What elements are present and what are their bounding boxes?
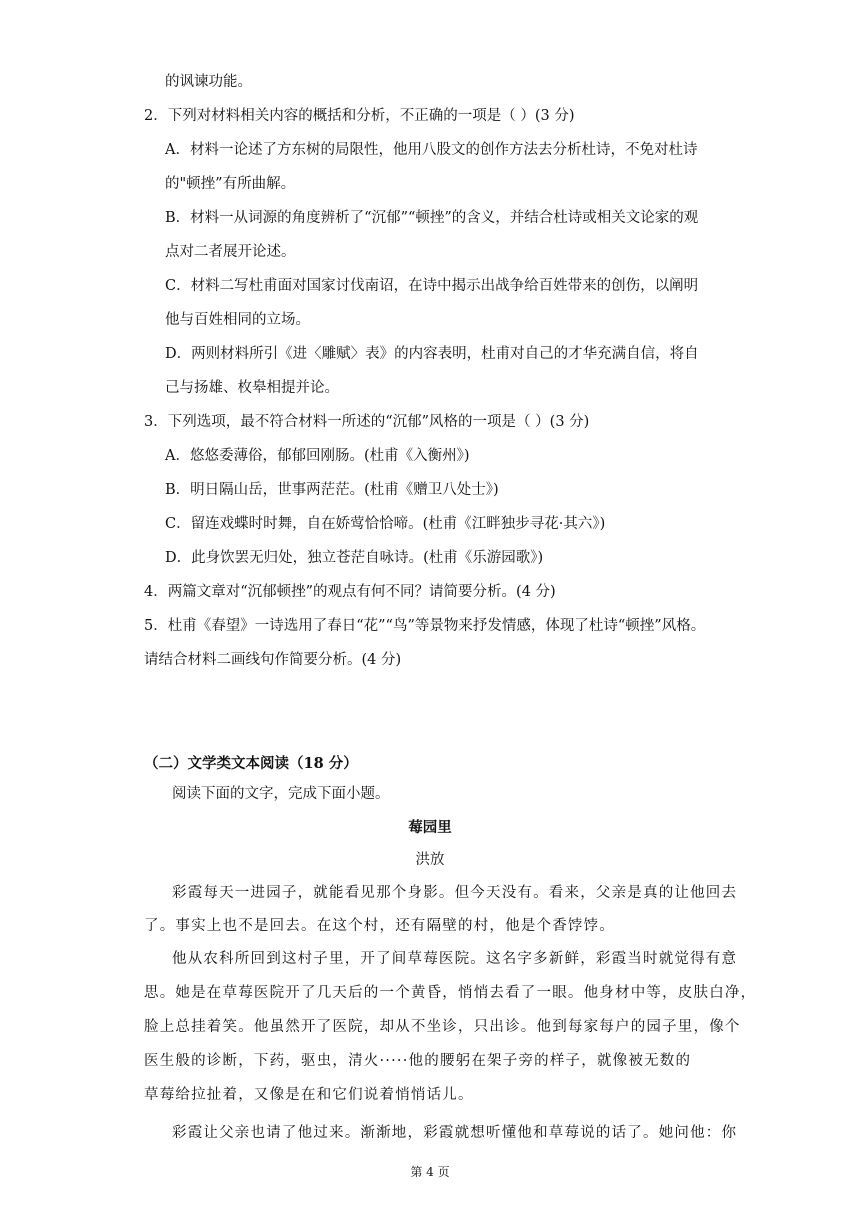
text-line: 的讽谏功能。 [165, 74, 252, 90]
page-number: 第 4 页 [410, 1165, 450, 1179]
option-2a-line1: A．材料一论述了方东树的局限性，他用八股文的创作方法去分析杜诗，不免对杜诗 [165, 142, 698, 158]
paragraph-2-line1: 他从农科所回到这村子里，开了间草莓医院。这名字多新鲜，彩霞当时就觉得有意 [172, 951, 738, 967]
option-2c-line2: 他与百姓相同的立场。 [165, 312, 310, 328]
question-5-line2: 请结合材料二画线句作简要分析。(4 分) [144, 652, 402, 668]
question-3: 3．下列选项，最不符合材料一所述的“沉郁”风格的一项是（ ）(3 分) [144, 414, 590, 430]
question-4: 4．两篇文章对“沉郁顿挫”的观点有何不同？请简要分析。(4 分) [144, 584, 556, 600]
question-2: 2．下列对材料相关内容的概括和分析，不正确的一项是（ ）(3 分) [144, 108, 575, 124]
paragraph-1-line1: 彩霞每天一进园子，就能看见那个身影。但今天没有。看来，父亲是真的让他回去 [172, 885, 738, 901]
story-title: 莓园里 [408, 819, 452, 836]
option-3c: C．留连戏蝶时时舞，自在娇莺恰恰啼。(杜甫《江畔独步寻花·其六》) [165, 516, 606, 532]
option-2a-line2: 的"顿挫”有所曲解。 [165, 176, 296, 192]
paragraph-2-line2: 思。她是在草莓医院开了几天后的一个黄昏，悄悄去看了一眼。他身材中等，皮肤白净， [144, 985, 757, 1001]
option-3a: A．悠悠委薄俗，郁郁回刚肠。(杜甫《入衡州》) [165, 448, 470, 464]
option-3d: D．此身饮罢无归处，独立苍茫自咏诗。(杜甫《乐游园歌》) [165, 550, 544, 566]
question-5-line1: 5．杜甫《春望》一诗选用了春日“花”“鸟”等景物来抒发情感，体现了杜诗“顿挫”风格。 [144, 618, 706, 634]
paragraph-2-line3: 脸上总挂着笑。他虽然开了医院，却从不坐诊，只出诊。他到每家每户的园子里，像个 [144, 1019, 741, 1035]
option-2d-line1: D．两则材料所引《进〈雕赋〉表》的内容表明，杜甫对自己的才华充满自信，将自 [165, 346, 699, 362]
option-2b-line2: 点对二者展开论述。 [165, 244, 296, 260]
option-2d-line2: 己与扬雄、枚皋相提并论。 [165, 380, 339, 396]
option-2c-line1: C．材料二写杜甫面对国家讨伐南诏，在诗中揭示出战争给百姓带来的创伤，以阐明 [165, 278, 699, 294]
paragraph-3-line1: 彩霞让父亲也请了他过来。渐渐地，彩霞就想听懂他和草莓说的话了。她问他：你 [172, 1125, 738, 1141]
instruction: 阅读下面的文字，完成下面小题。 [172, 786, 390, 802]
paragraph-2-line5: 草莓给拉扯着，又像是在和它们说着悄悄话儿。 [144, 1087, 474, 1103]
option-2b-line1: B．材料一从词源的角度辨析了“沉郁”“顿挫”的含义，并结合杜诗或相关文论家的观 [165, 210, 699, 226]
story-author: 洪放 [415, 852, 445, 868]
option-3b: B．明日隔山岳，世事两茫茫。(杜甫《赠卫八处士》) [165, 482, 499, 498]
section-heading: （二）文学类文本阅读（18 分） [144, 755, 358, 772]
paragraph-2-line4: 医生般的诊断，下药，驱虫，清火·····他的腰躬在架子旁的样子，就像被无数的 [144, 1053, 692, 1069]
paragraph-1-line2: 了。事实上也不是回去。在这个村，还有隔壁的村，他是个香饽饽。 [144, 918, 615, 934]
